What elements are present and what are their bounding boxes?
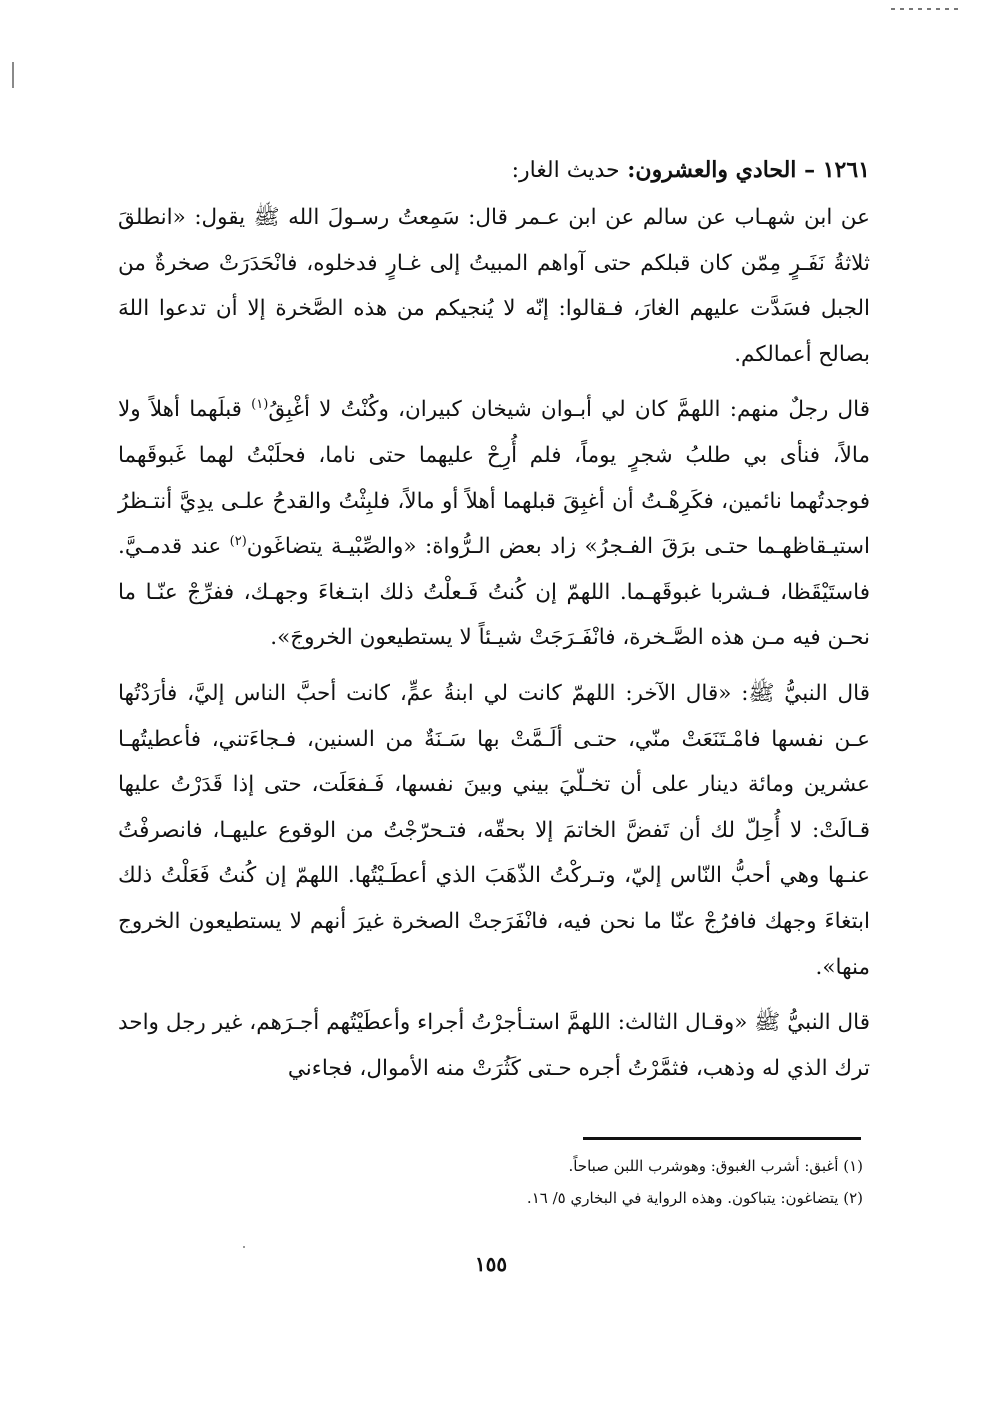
footnotes [118, 1150, 863, 1214]
text-line: عند قدمـيَّ. فاستَيْقَظا، فـشربا غبوقَهـما. اللهمّ إن كُنتُ فَـعلْتُ ذلك [118, 534, 870, 605]
footnote-ref-1[interactable]: (١) [251, 397, 269, 413]
text-line: ابتـغاءَ وجهـك، ففرِّجْ عنّـا ما نحـن فيه مـن هذه الصَّـخرة، فانْفَـرَجَتْ شيـئاً لا [118, 579, 870, 651]
page-body [118, 150, 870, 1101]
text-line: عليهـا، فانصرفْتُ عنـها وهي أحبُّ النّاس إليّ، وتـركْتُ الذّهَبَ الذي أعطَـيْتُها. [118, 817, 871, 889]
text-line: غيرَ أنهم لا يستطيعون الخروج منها». [118, 908, 870, 980]
text-line: يتضاغَون [246, 534, 323, 560]
text-line: يستطيعون الخروجَ». [270, 625, 453, 651]
paragraph-4 [118, 1000, 870, 1091]
text-line: اللهمّ إن كُنتُ فَعَلْتُ ذلك ابتغاءَ وجهك فافرُجْ عنّا ما نحن فيه، فانْفَرَجتْ الصخرة [118, 863, 870, 934]
text-line: قَدَرْتُ عليها قـالَتْ: لا أُحِلّ لك أن تَفضَّ الخاتمَ إلا بحقّه، فتـحرّجْتُ من الوقوع [118, 772, 870, 843]
text-line: «انطلقَ ثلاثةُ نَفَـرٍ مِمّن كان قبلكم حتى آواهم المبيتُ إلى غـارٍ فدخلوه، فانْحَدَرَتْ [118, 205, 870, 276]
text-line: قال رجلٌ منهم: اللهمَّ كان لي أبـوان شيخان كبيران، وكُنْتُ لا أغْبِقُ [268, 397, 870, 423]
scan-artifact-top [891, 8, 961, 10]
section-heading [118, 150, 870, 191]
page-number: ١٥٥ [474, 1252, 508, 1276]
text-line: رجل واحد ترك الذي له وذهب، فثمَّرْتُ أجره حـتى كَثُرَتْ منه الأموال، فجاءني [118, 1010, 870, 1081]
text-line: صخرةٌ من الجبل فسَدَّت عليهم الغارَ، فـقالوا: إنّه لا يُنجيكم من هذه الصَّخرة إلا [118, 250, 870, 322]
text-line: أن تدعوا اللهَ بصالح أعمالكم. [118, 296, 870, 367]
text-line: قبلَهما [189, 397, 252, 423]
text-line: فأرَدْتُها عـن نفسها فامْـتَنَعَتْ منّي، حتـى ألَـمَّتْ بها سَـنَةٌ من السنين، فـجاءَتني، [118, 680, 870, 752]
text-line: عن ابن شهـاب عن سالم عن ابن عـمر قال: سَمِعتُ رسـولَ الله ﷺ يقول: [194, 205, 870, 230]
paragraph-3 [118, 671, 870, 990]
text-line: قال النبيُّ ﷺ «وقـال الثالث: اللهمَّ استـأجرْتُ أجراء وأعطَيْتُهم أجـرَهم، غير [212, 1010, 870, 1036]
text-line: قال النبيُّ ﷺ: «قال الآخر: اللهمّ كانت لي ابنةُ عمٍّ، كانت أحبَّ الناس إليَّ، [187, 680, 870, 706]
text-line: أهلاً ولا مالاً، فنأى بي طلبُ شجرٍ يوماً، فلم أُرِحْ عليهما حتى ناما، فحلَبْتُ لهما [118, 397, 870, 468]
scan-artifact-bottom [243, 1246, 245, 1248]
heading-title: حديث الغار: [511, 158, 620, 183]
footnote-divider [583, 1137, 861, 1140]
text-line: غَبوقَهما فوجدتُهما نائمين، فكَرِهْـتُ أن أغبِقَ قبلهما أهلاً أو مالاً، فلبِثْتُ والقدحُ [118, 442, 870, 514]
footnote-1: (١) أغبق: أشرب الغبوق: وهوشرب اللبن صباحاً. [568, 1157, 863, 1175]
footnote-2: (٢) يتضاغون: يتباكون. وهذه الرواية في البخاري ٥/ ١٦. [526, 1189, 863, 1207]
paragraph-2 [118, 387, 870, 661]
scan-artifact-left [12, 62, 14, 88]
text-line: فأعطيتُهـا عشرين ومائة دينار على أن تخـلّيَ بيني وبينَ نفسها، فَـفعَلَت، حتى إذا [118, 726, 871, 798]
text-line: علـى يدِيَّ أنتـظرُ استيـقاظهـما حتـى برَقَ الفـجرُ» زاد بعض الـرُّواة: «والصِّبْيـة [118, 488, 870, 560]
paragraph-1 [118, 195, 870, 377]
footnote-ref-2[interactable]: (٢) [229, 534, 247, 549]
heading-number: ١٢٦١ – الحادي والعشرون: [627, 157, 870, 183]
